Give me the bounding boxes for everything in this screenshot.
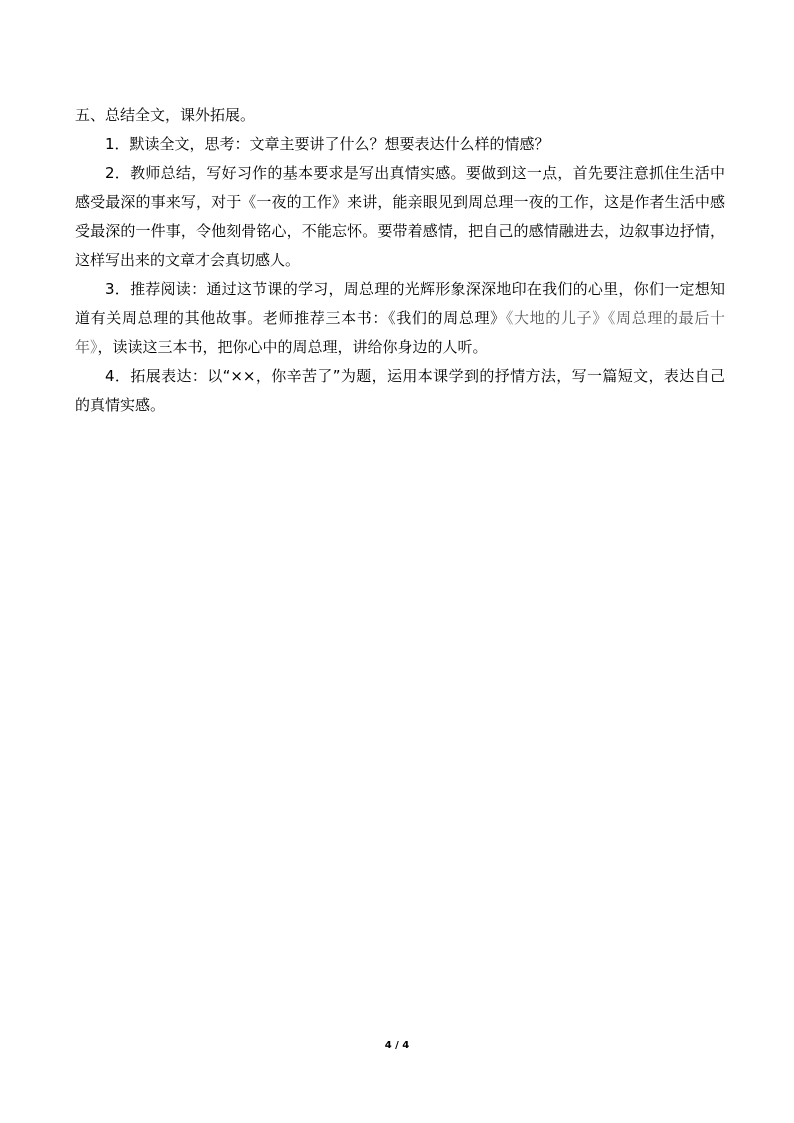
paragraph-3-number: 3．: [105, 280, 131, 298]
paragraph-3: [75, 275, 725, 362]
paragraph-1: [75, 130, 725, 159]
document-body: [75, 101, 725, 420]
paragraph-4-number: 4．: [105, 367, 131, 385]
paragraph-4: [75, 362, 725, 420]
paragraph-2-text: 教师总结，写好习作的基本要求是写出真情实感。要做到这一点，首先要注意抓住生活中感受最深的事来写，对于《一夜的工作》来讲，能亲眼见到周总理一夜的工作，这是作者生活中感受最深的一件事，令他刻骨铭心，不能忘怀。要带着感情，把自己的感情融进去，边叙事边抒情，这样写出来的文章才会真切感人。: [75, 164, 725, 269]
paragraph-4-text: 拓展表达：以“××，你辛苦了”为题，运用本课学到的抒情方法，写一篇短文，表达自己的真情实感。: [75, 367, 726, 414]
paragraph-2: [75, 159, 725, 275]
paragraph-1-number: 1．: [105, 135, 130, 153]
page-number: 4 / 4: [384, 1040, 410, 1051]
paragraph-3-text: 推荐阅读：通过这节课的学习，周总理的光辉形象深深地印在我们的心里，你们一定想知道有关周总理的其他故事。老师推荐三本书：《我们的周总理》: [75, 280, 725, 327]
paragraph-2-number: 2．: [105, 164, 131, 182]
paragraph-1-text: 默读全文，思考：文章主要讲了什么？想要表达什么样的情感？: [129, 135, 550, 153]
section-heading: 五、总结全文，课外拓展。: [75, 106, 256, 124]
paragraph-3-text-end: ，读读这三本书，把你心中的周总理，讲给你身边的人听。: [97, 338, 488, 356]
paragraph-3-book-titles: 《大地的儿子》《周总理的最后十年》: [75, 309, 725, 356]
